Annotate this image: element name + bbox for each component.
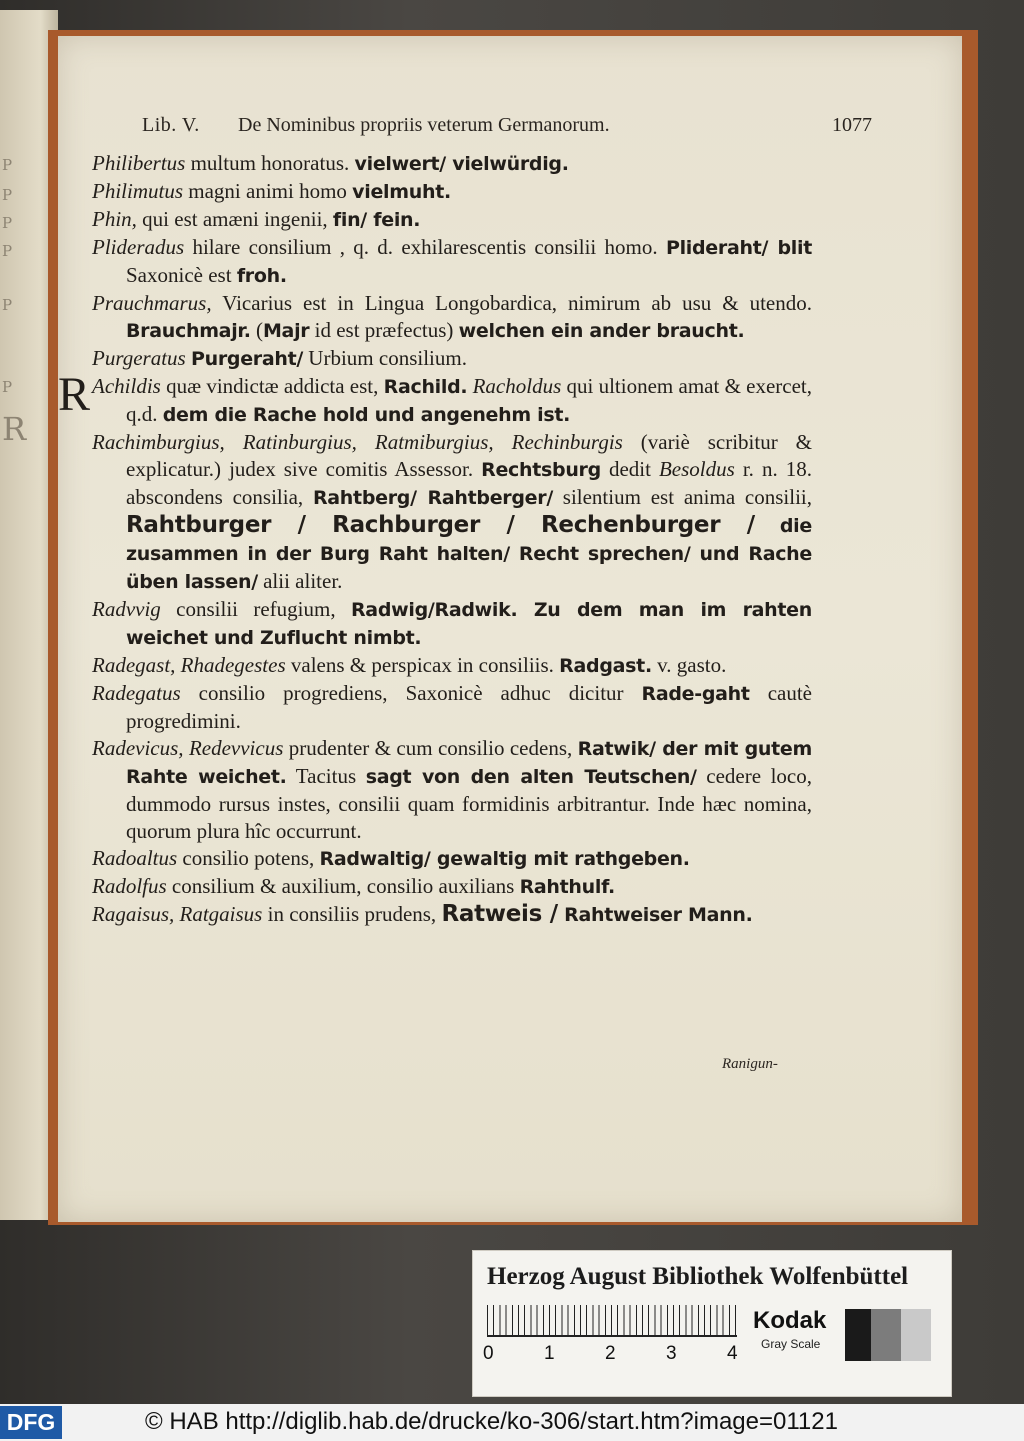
latin-text: Tacitus [286,764,366,788]
entry-headword: Radevicus, Redevvicus [92,736,284,760]
entry-headword: Radoaltus [92,846,178,870]
entry-radegast [92,652,812,680]
latin-text: (variè scribitur & explicatur.) judex sive comitis Assessor. [126,430,812,481]
facing-page-letter: P [2,378,13,396]
color-calibration-card [472,1250,952,1397]
german-gloss: vielwert/ vielwürdig. [354,153,569,175]
german-gloss: Radgast. [559,655,652,677]
german-gloss: Rade-gaht [641,683,750,705]
entry-rachildis: R Achildis quæ vindictæ addicta est, Rachild. Racholdus qui ultionem amat & exercet, q.d. dem die Rache hold und angenehm ist. [58,368,813,426]
latin-text: Saxonicè est [126,263,237,287]
german-gloss: dem die Rache hold und angenehm ist. [162,404,571,426]
ruler-number: 0 [483,1343,494,1364]
latin-text: magni animi homo [183,179,353,203]
entry-prauchmarus [92,290,812,345]
latin-text: multum honoratus. [185,151,355,175]
ruler-number: 3 [666,1343,677,1364]
entry-headword: Radegast, Rhadegestes [92,653,286,677]
kodak-logo: Kodak [753,1307,827,1334]
entry-headword: Radolfus [92,874,167,898]
measurement-ruler [487,1305,737,1337]
german-gloss-large: Rahtburger / Rachburger / Rechenburger / [126,512,755,538]
entry-headword: Plideradus [92,235,185,259]
copyright-url[interactable]: © HAB http://diglib.hab.de/drucke/ko-306/start.htm?image=01121 [145,1408,838,1435]
latin-text: consilio potens, [177,846,320,870]
entry-ragaisus [92,901,812,929]
german-gloss: Ratwik/ der mit gutem Rahte weichet. [126,738,812,788]
latin-text: consilio progrediens, Saxonicè adhuc dicitur [180,681,642,705]
german-gloss: Rachild. [383,376,468,398]
german-gloss: Purgeraht/ [190,348,304,370]
running-title: De Nominibus propriis veterum Germanorum. [238,114,610,136]
entry-philibertus [92,150,812,178]
dfg-logo: DFG [0,1406,62,1439]
latin-text: silentium est anima consilii, [552,485,813,509]
german-gloss: Radwaltig/ gewaltig mit rathgeben. [319,848,690,870]
book-number: Lib. V. [142,114,200,136]
latin-text: quæ vindictæ addicta est, [160,374,384,398]
german-gloss: Plideraht/ blit [665,237,812,259]
entry-radevicus [92,735,812,845]
gray-swatch [871,1309,901,1361]
latin-text: qui est amæni ingenii, [136,207,333,231]
german-gloss: die zusammen in der Burg Raht halten/ Recht sprechen/ und Rache üben lassen/ [126,515,812,593]
german-gloss: sagt von den alten Teutschen/ [365,766,697,788]
entry-headword: Besoldus [658,457,735,481]
german-gloss: vielmuht. [352,181,451,203]
entry-radvvig [92,596,812,652]
catchword: Ranigun- [722,1056,778,1072]
gray-scale-label: Gray Scale [761,1337,821,1351]
german-gloss-large: Ratweis / [441,901,558,927]
entry-headword: Achildis [92,374,161,398]
german-gloss: Majr [262,320,310,342]
gray-swatch [845,1309,871,1361]
entry-headword: Ragaisus, Ratgaisus [92,902,263,926]
latin-text: consilium & auxilium, consilio auxilians [166,874,520,898]
german-gloss: Radwig/Radwik. Zu dem man im rahten weichet und Zuflucht nimbt. [126,599,812,649]
latin-text: consilii refugium, [160,597,351,621]
entry-headword: Radvvig [92,597,161,621]
entry-headword: Prauchmarus, [92,291,212,315]
german-gloss: Rahthulf. [519,876,615,898]
latin-text: ( [250,318,263,342]
entry-purgeratus [92,345,812,373]
entry-rachimburgius [92,429,812,596]
ruler-number: 1 [544,1343,555,1364]
page-number: 1077 [832,114,872,136]
german-gloss: fin/ fein. [332,209,421,231]
book-page [58,36,962,1222]
facing-page-letter: P [2,156,13,174]
entry-radegatus [92,680,812,735]
entry-headword: Racholdus [472,374,562,398]
entry-headword: Phin, [92,207,137,231]
gray-swatch [901,1309,931,1361]
latin-text: in consiliis prudens, [262,902,442,926]
latin-text: alii aliter. [257,569,343,593]
running-head [142,114,872,144]
latin-text: id est præfectus) [309,318,459,342]
entry-headword: Rachimburgius, Ratinburgius, Ratmiburgius, Rechinburgis [92,430,623,454]
entry-philimutus [92,178,812,206]
footer-bar [0,1404,1024,1441]
latin-text: qui ultionem amat & exercet, q.d. [126,374,813,426]
entry-list [58,150,813,929]
facing-page-letter: P [2,296,13,314]
german-gloss: Rahtweiser Mann. [557,904,753,926]
entry-phin [92,206,812,234]
german-gloss: Rahtberg/ Rahtberger/ [312,487,553,509]
latin-text: prudenter & cum consilio cedens, [283,736,578,760]
facing-page-letter: P [2,242,13,260]
entry-headword: Purgeratus [92,346,186,370]
latin-text: Urbium consilium. [303,346,467,370]
latin-text: cautè progredimini. [126,681,812,733]
latin-text: cedere loco, dummodo rursus instes, consilii quam formidinis arbitrantur. Inde hæc nomina, quorum plura hîc occurrunt. [126,764,813,843]
entry-headword: Radegatus [92,681,181,705]
entry-headword: Philimutus [92,179,184,203]
entry-radolfus [92,873,812,901]
latin-text: v. gasto. [651,653,727,677]
latin-text: hilare consilium , q. d. exhilarescentis consilii homo. [184,235,666,259]
entry-radoaltus [92,845,812,873]
library-name: Herzog August Bibliothek Wolfenbüttel [487,1263,909,1290]
german-gloss: Brauchmajr. [126,320,251,342]
ruler-number: 2 [605,1343,616,1364]
german-gloss: welchen ein ander braucht. [458,320,745,342]
german-gloss: froh. [236,265,287,287]
entry-plideradus [92,234,812,290]
ruler-number: 4 [727,1343,738,1364]
facing-page-letter: P [2,186,13,204]
latin-text: Vicarius est in Lingua Longobardica, nimirum ab usu & utendo. [211,291,812,315]
german-gloss: Rechtsburg [481,459,601,481]
latin-text: r. n. 18. abscondens consilia, [126,457,812,509]
latin-text: dedit [600,457,659,481]
latin-text: valens & perspicax in consiliis. [285,653,560,677]
facing-page-letter: P [2,214,13,232]
facing-page-letter: R [2,410,27,448]
entry-headword: Philibertus [92,151,186,175]
